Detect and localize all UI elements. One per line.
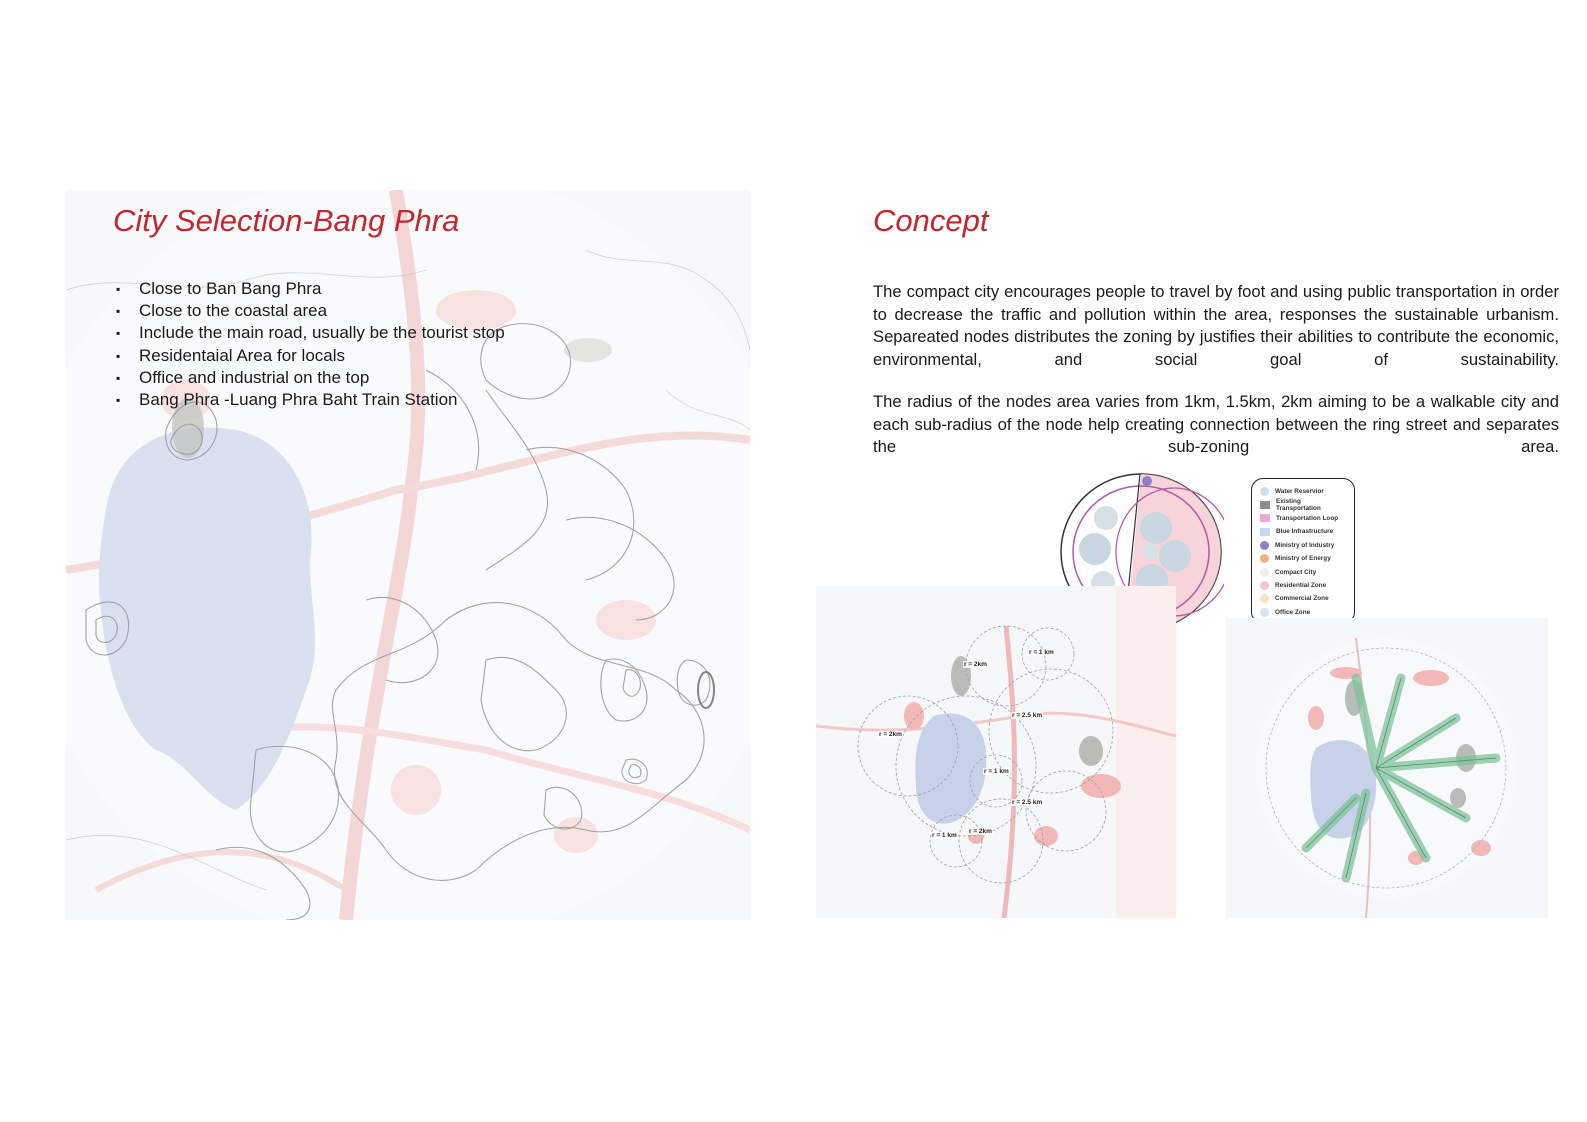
section-title-concept: Concept bbox=[873, 203, 989, 238]
radius-label: r = 1 km bbox=[1029, 649, 1054, 656]
legend-item: Water Reservior bbox=[1260, 485, 1346, 498]
radius-label: r = 2km bbox=[969, 828, 992, 835]
radius-label: r = 1 km bbox=[984, 768, 1009, 775]
radius-label: r = 2.5 km bbox=[1012, 712, 1043, 719]
legend-item: Existing Transportation bbox=[1260, 498, 1346, 511]
legend-swatch bbox=[1260, 608, 1269, 617]
radius-label: r = 2km bbox=[879, 731, 902, 738]
map-legend bbox=[1251, 478, 1355, 624]
legend-swatch bbox=[1260, 594, 1269, 603]
bullet-item: ▪ Residentaial Area for locals bbox=[116, 345, 346, 365]
radius-node-map-graphic bbox=[816, 586, 1176, 918]
legend-item: Compact City bbox=[1260, 565, 1346, 578]
legend-item: Office Zone bbox=[1260, 606, 1346, 619]
ministry-industry-marker bbox=[1142, 476, 1152, 486]
bullet-item: ▪ Close to Ban Bang Phra bbox=[116, 279, 322, 298]
legend-item: Blue Infrastructure bbox=[1260, 525, 1346, 538]
legend-swatch bbox=[1260, 487, 1269, 496]
legend-swatch bbox=[1260, 528, 1270, 536]
bullet-item: ▪ Close to the coastal area bbox=[116, 301, 328, 321]
legend-swatch bbox=[1260, 581, 1269, 590]
legend-item: Transportation Loop bbox=[1260, 512, 1346, 525]
legend-swatch bbox=[1260, 514, 1270, 522]
radius-label: r = 2km bbox=[964, 661, 987, 668]
legend-item: Ministry of Industry bbox=[1260, 539, 1346, 552]
concept-paragraph-2: The radius of the nodes area varies from 1km, 1.5km, 2km aiming to be a walkable city and each sub-radius of the node help creating connection between the ring street and separates the sub-zoning area. bbox=[873, 392, 1559, 456]
legend-item: Ministry of Energy bbox=[1260, 552, 1346, 565]
legend-swatch bbox=[1260, 554, 1269, 563]
legend-item: Commercial Zone bbox=[1260, 592, 1346, 605]
radius-label: r = 1 km bbox=[932, 832, 957, 839]
radius-label: r = 2.5 km bbox=[1012, 799, 1043, 806]
bullet-item: ▪ Include the main road, usually be the tourist stop bbox=[116, 323, 505, 343]
city-selection-bullet-list bbox=[113, 278, 553, 411]
legend-swatch bbox=[1260, 568, 1269, 577]
legend-swatch bbox=[1260, 541, 1269, 550]
bullet-item: ▪ Office and industrial on the top bbox=[116, 367, 370, 387]
green-network-map bbox=[1226, 618, 1548, 918]
concept-paragraph-1: The compact city encourages people to travel by foot and using public transportation in order to decrease the traffic and pollution within the area, responses the sustainable urbanism. Separeated nodes distributes the zoning by justifies their abilities to contribute the economic, environmental, and social goal of sustainability. bbox=[873, 282, 1559, 369]
bullet-item: ▪ Bang Phra -Luang Phra Baht Train Station bbox=[116, 390, 458, 410]
legend-swatch bbox=[1260, 501, 1270, 509]
legend-item: Residential Zone bbox=[1260, 579, 1346, 592]
radius-node-map bbox=[816, 586, 1176, 918]
page-title-city-selection: City Selection-Bang Phra bbox=[113, 203, 460, 238]
